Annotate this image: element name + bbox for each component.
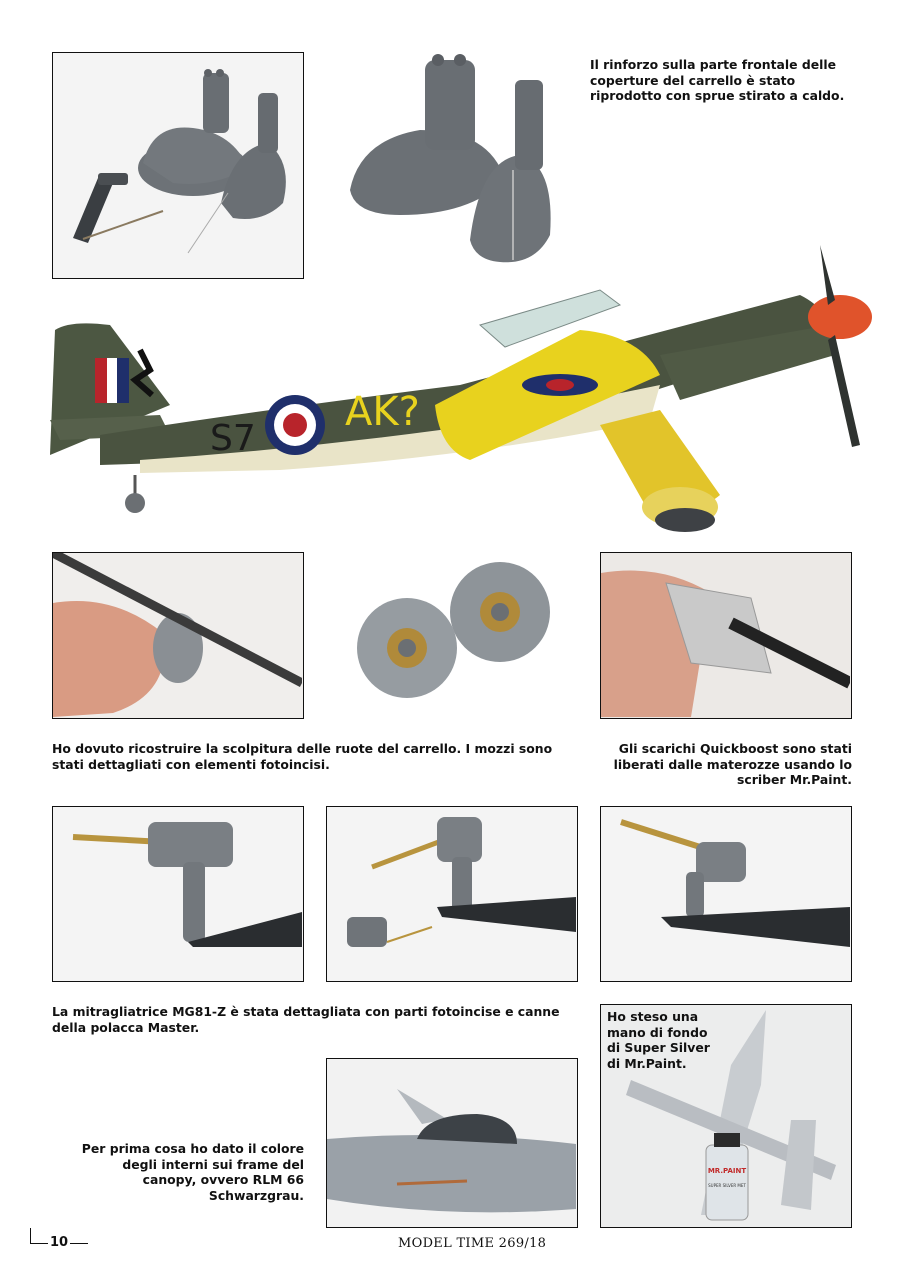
caption-canopy: Per prima cosa ho dato il colore degli interni sui frame del canopy, ovvero RLM 66 Schwarzgrau. <box>81 1141 304 1203</box>
photo-exhaust-scribing <box>600 552 852 719</box>
aircraft-code-left: S7 <box>210 418 256 459</box>
caption-gear-reinforcement: Il rinforzo sulla parte frontale delle coperture del carrello è stato riprodotto con sprue stirato a caldo. <box>590 57 845 103</box>
bottle-brand: MR.PAINT <box>707 1167 747 1175</box>
footer-rule-left <box>30 1243 48 1244</box>
photo-mg81-tweezers <box>600 806 852 982</box>
canopy-illustration <box>327 1059 576 1226</box>
photo-primer-silver <box>600 1004 852 1228</box>
photo-canopy-frames <box>326 1058 578 1228</box>
mg81-tweezers-illustration <box>601 807 850 980</box>
wheels-illustration <box>350 560 555 700</box>
caption-mg81: La mitragliatrice MG81-Z è stata dettagliata con parti fotoincise e canne della polacca Master. <box>52 1004 560 1035</box>
exhaust-illustration <box>601 553 850 717</box>
caption-wheels: Ho dovuto ricostruire la scolpitura delle ruote del carrello. I mozzi sono stati dettagliati con elementi fotoincisi. <box>52 741 553 772</box>
mg81-assembled-illustration <box>53 807 302 980</box>
stuka-illustration <box>40 235 880 540</box>
photo-wheels-detailed <box>350 560 555 700</box>
mg81-parts-illustration <box>327 807 576 980</box>
photo-aircraft-side-view <box>40 235 880 540</box>
wheel-filing-illustration <box>53 553 302 717</box>
footer-rule-right <box>70 1243 88 1244</box>
photo-mg81-assembled <box>52 806 304 982</box>
bottle-label: SUPER SILVER MET <box>708 1183 746 1188</box>
footer-rule-vertical <box>30 1228 31 1244</box>
photo-mg81-parts <box>326 806 578 982</box>
photo-wheel-filing <box>52 552 304 719</box>
magazine-title: MODEL TIME 269/18 <box>398 1236 547 1251</box>
page-number: 10 <box>50 1235 69 1250</box>
aircraft-code-right: AK? <box>345 389 420 435</box>
caption-exhaust: Gli scarichi Quickboost sono stati liberati dalle materozze usando lo scriber Mr.Paint. <box>613 741 852 787</box>
caption-primer: Ho steso una mano di fondo di Super Silver di Mr.Paint. <box>607 1009 710 1071</box>
